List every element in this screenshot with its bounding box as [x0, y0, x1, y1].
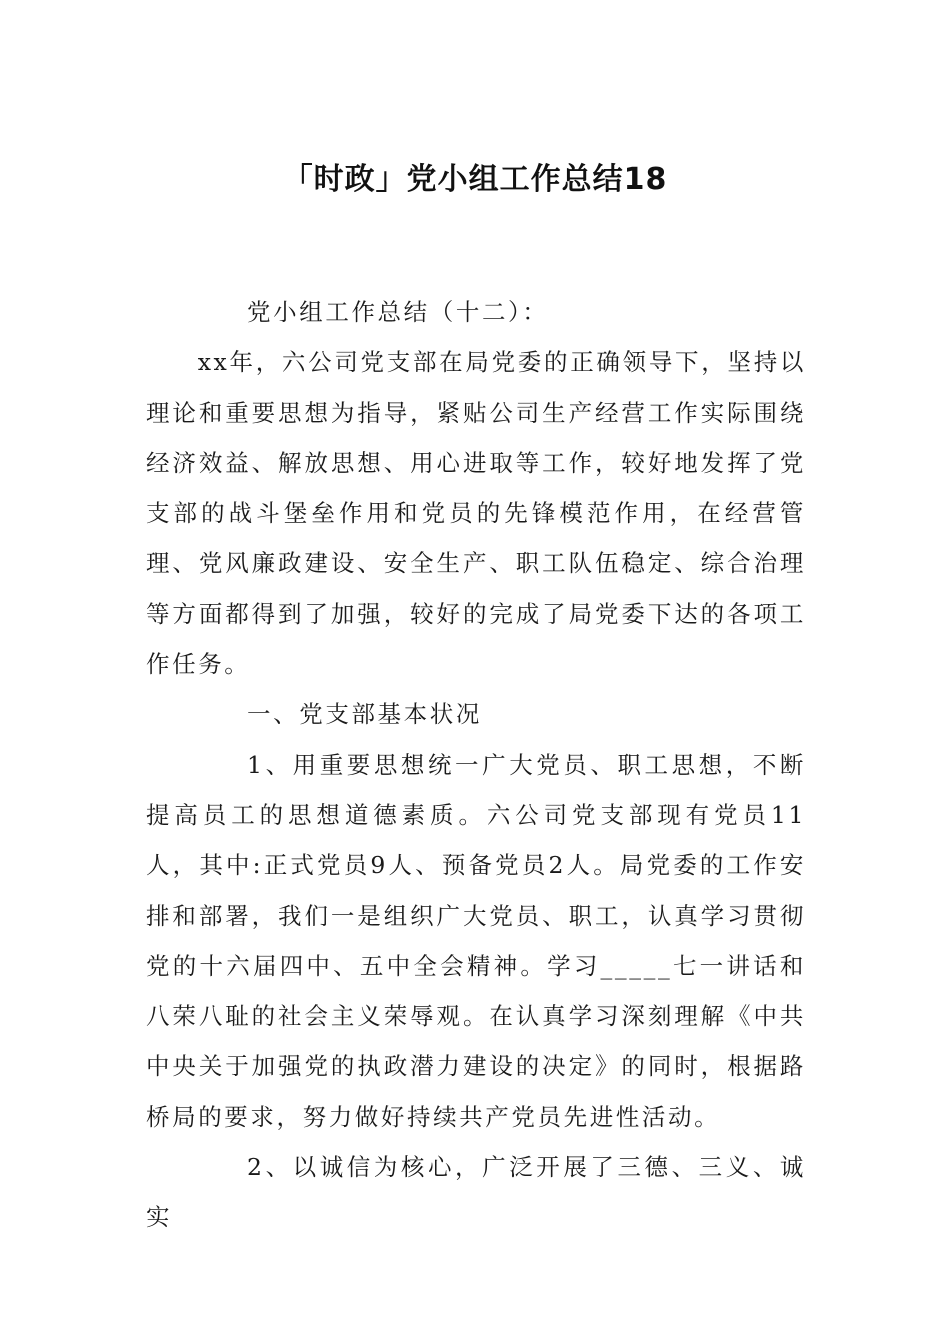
section-title-basic-status: 一、党支部基本状况: [247, 700, 482, 729]
paragraph-intro: xx年，六公司党支部在局党委的正确领导下，坚持以理论和重要思想为指导，紧贴公司生产经营工作实际围绕经济效益、解放思想、用心进取等工作，较好地发挥了党支部的战斗堡垒作用和党员的先锋模范作用，在经营管理、党风廉政建设、安全生产、职工队伍稳定、综合治理等方面都得到了加强，较好的完成了局党委下达的各项工作任务。: [146, 348, 806, 679]
paragraph-item-2: 2、以诚信为核心，广泛开展了三德、三义、诚实: [146, 1153, 806, 1232]
document-body: [146, 287, 806, 1243]
paragraph-item-1: 1、用重要思想统一广大党员、职工思想，不断提高员工的思想道德素质。六公司党支部现有党员11人，其中:正式党员9人、预备党员2人。局党委的工作安排和部署，我们一是组织广大党员、职工，认真学习贯彻党的十六届四中、五中全会精神。学习_____七一讲话和八荣八耻的社会主义荣辱观。在认真学习深刻理解《中共中央关于加强党的执政潜力建设的决定》的同时，根据路桥局的要求，努力做好持续共产党员先进性活动。: [146, 750, 806, 1131]
section-heading: 党小组工作总结（十二）：: [247, 298, 549, 326]
document-title: 「时政」党小组工作总结18: [282, 162, 668, 197]
